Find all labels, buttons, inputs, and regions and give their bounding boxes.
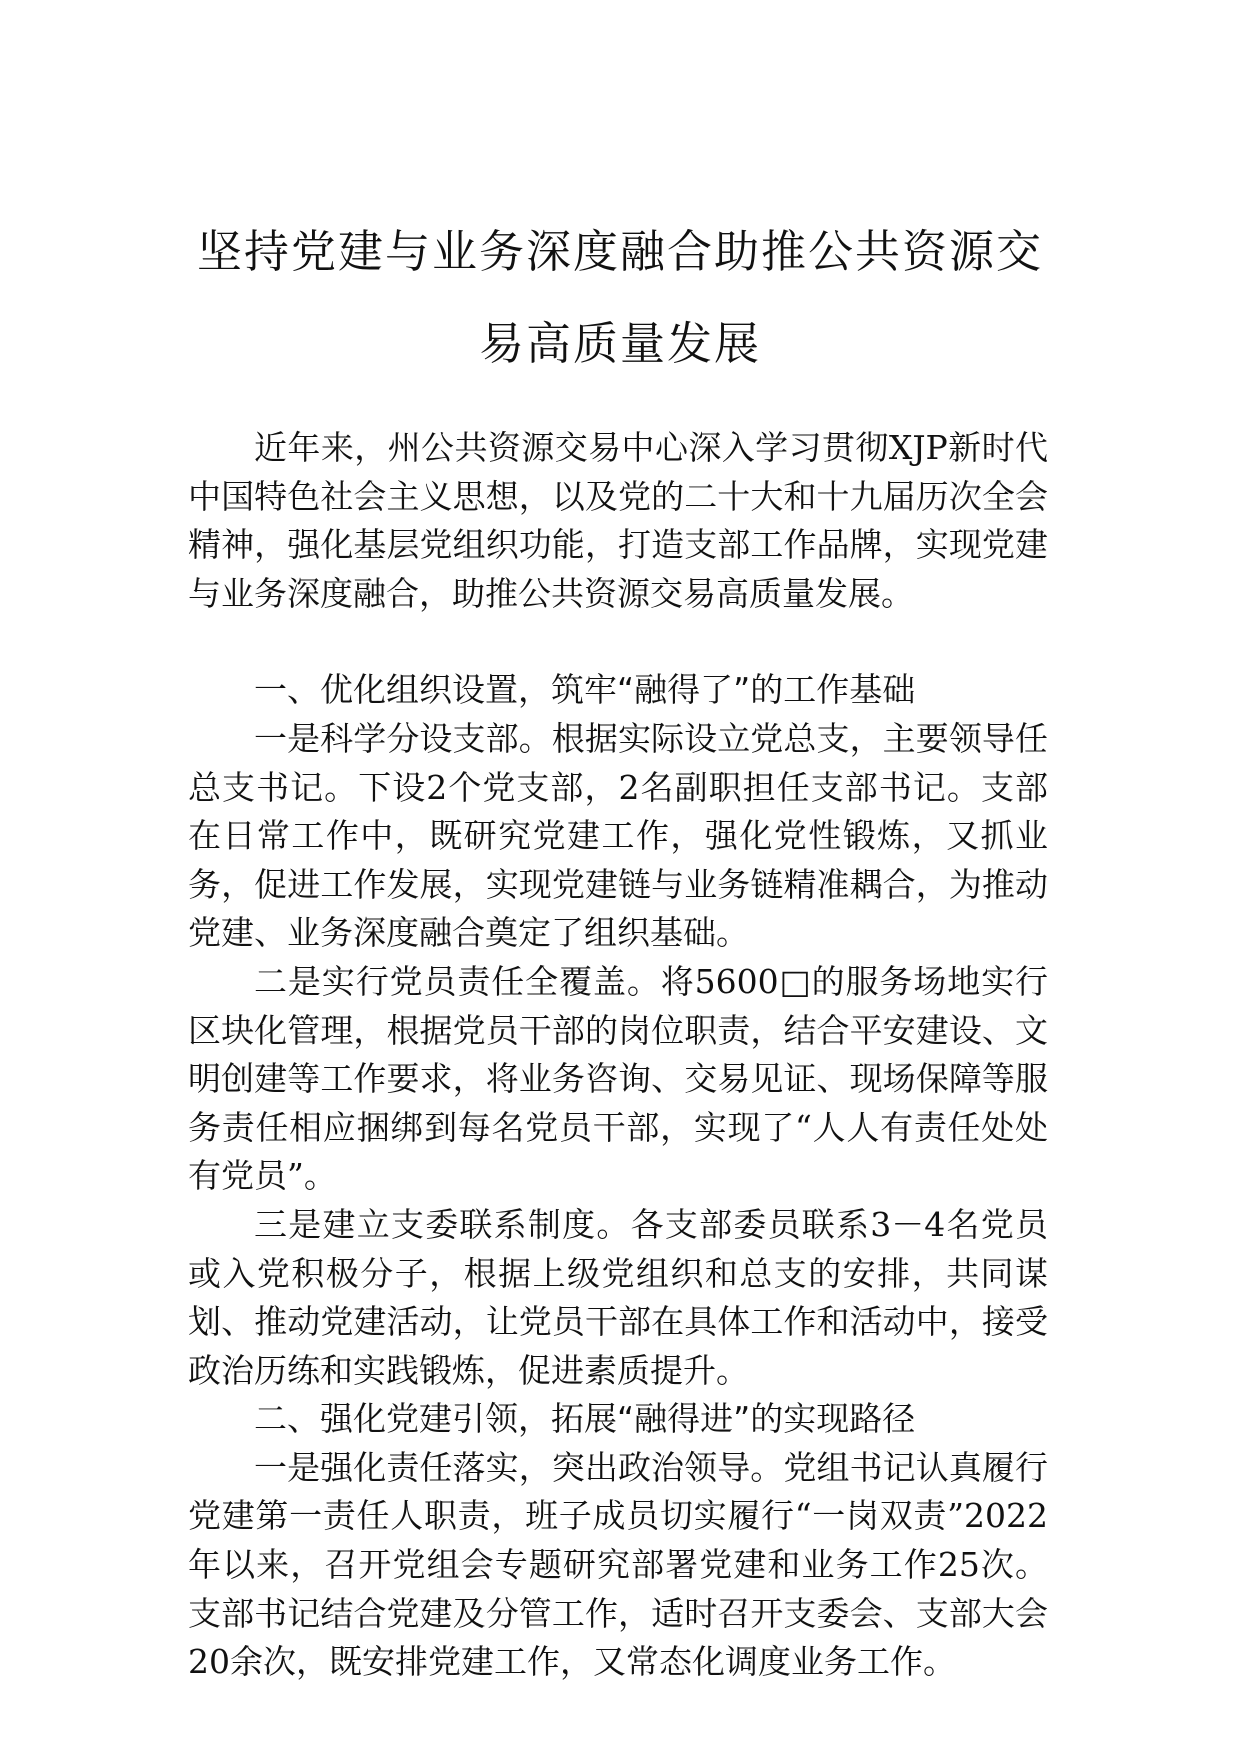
section2-paragraph-1: 一是强化责任落实，突出政治领导。党组书记认真履行党建第一责任人职责，班子成员切实履行“一岗双责”2022年以来，召开党组会专题研究部署党建和业务工作25次。支部书记结合党建及分管工作，适时召开支委会、支部大会20余次，既安排党建工作，又常态化调度业务工作。: [188, 1447, 1048, 1682]
section1-paragraph-3: 三是建立支委联系制度。各支部委员联系3－4名党员或入党积极分子，根据上级党组织和总支的安排，共同谋划、推动党建活动，让党员干部在具体工作和活动中，接受政治历练和实践锻炼，促进素质提升。: [188, 1204, 1048, 1390]
section1-paragraph-1: 一是科学分设支部。根据实际设立党总支，主要领导任总支书记。下设2个党支部，2名副职担任支部书记。支部在日常工作中，既研究党建工作，强化党性锻炼，又抓业务，促进工作发展，实现党建链与业务链精准耦合，为推动党建、业务深度融合奠定了组织基础。: [188, 718, 1048, 953]
intro-paragraph: 近年来，州公共资源交易中心深入学习贯彻XJP新时代中国特色社会主义思想，以及党的二十大和十九届历次全会精神，强化基层党组织功能，打造支部工作品牌，实现党建与业务深度融合，助推公共资源交易高质量发展。: [188, 428, 1048, 613]
section1-paragraph-2: 二是实行党员责任全覆盖。将5600□的服务场地实行区块化管理，根据党员干部的岗位职责，结合平安建设、文明创建等工作要求，将业务咨询、交易见证、现场保障等服务责任相应捆绑到每名党员干部，实现了“人人有责任处处有党员”。: [188, 961, 1048, 1196]
document-body: [188, 424, 1048, 1687]
section-heading-1: 一、优化组织设置，筑牢“融得了”的工作基础: [254, 670, 916, 710]
paragraph-gap: [188, 618, 1048, 666]
document-title-line2: 易高质量发展: [478, 317, 761, 370]
document-title-line1: 坚持党建与业务深度融合助推公共资源交: [196, 225, 1043, 278]
section-heading-2: 二、强化党建引领，拓展“融得进”的实现路径: [254, 1399, 916, 1439]
